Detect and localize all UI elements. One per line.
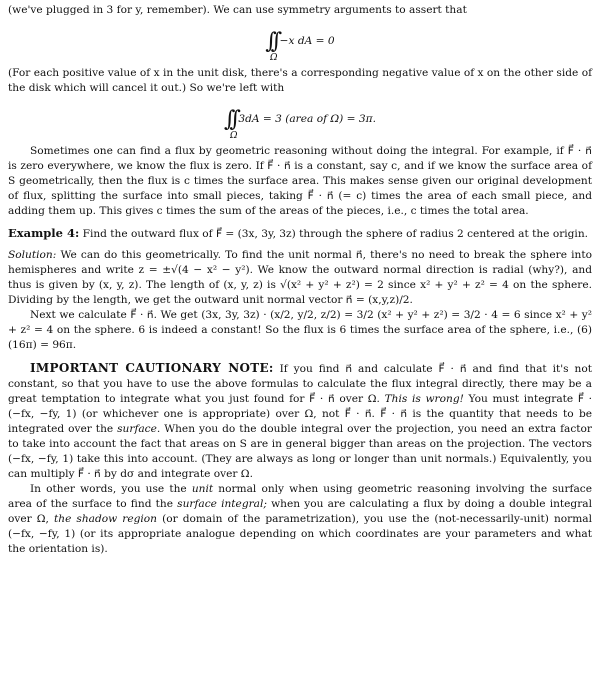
summary-text-a: In other words, you use the [30,482,187,495]
caution-wrong: This is wrong! [384,392,464,405]
document-page [8,0,592,557]
summary-shadow-region: the shadow region [54,512,157,525]
cautionary-note [8,360,592,482]
summary-text-d: (or domain of the parametrization), you use the (not-necessarily-unit) normal (−fx, −fy, 1) (or its appropriate analogue depending on which coordinates are your parameters and what the orientation is). [8,512,592,555]
intro-line: (we've plugged in 3 for y, remember). We can use symmetry arguments to assert that [8,4,467,16]
integral-region: Ω [270,53,278,64]
solution-text: We can do this geometrically. To find the unit normal n⃗, there's no need to break the sphere into hemispheres and write z = ±√(4 − x² − y²). We know the outward normal direction is radial (why?), and thus is given by (x, y, z). The length of (x, y, z) is √(x² + y² + z²) = 2 since x² + y² + z² = 4 on the sphere. Dividing by the length, we get the outward unit normal vector n⃗ = (x,y,z)/2. [8,249,592,307]
caution-label: IMPORTANT CAUTIONARY NOTE: [30,360,274,375]
paragraph-calculation: Next we calculate F⃗ · n⃗. We get (3x, 3y, 3z) · (x/2, y/2, z/2) = 3/2 (x² + y² + z²) = 3/2 · 4 = 6 since x² + y² + z² = 4 on the sphere. 6 is indeed a constant! So the flux is 6 times the surface area of the sphere, i.e., (6)(16π) = 96π. [8,309,592,352]
summary-text-b: normal only when using geometric reasoning involving the surface area of the surface to find the [8,482,593,510]
paragraph-symmetry-explanation: (For each positive value of x in the unit disk, there's a corresponding negative value of x on the other side of the disk which will cancel it out.) So we're left with [8,67,592,95]
integral-region: Ω [230,131,238,142]
equation-symmetry [8,26,592,64]
caution-text-3: When you do the double integral over the projection, you need an extra factor to take into account the fact that areas on S are in general bigger than areas on the projection. The vectors (−fx, −fy, 1) take this into account. (They are always as long or longer than unit normals.) Equivalently, you can multiply F⃗ · n⃗ by dσ and integrate over Ω. [8,422,592,480]
equation-body: −x dA = 0 [279,35,335,48]
paragraph-geometric-reasoning: Sometimes one can find a flux by geometric reasoning without doing the integral. For example, if F⃗ · n⃗ is zero everywhere, we know the flux is zero. If F⃗ · n⃗ is a constant, say c, and if we know the surface area of S geometrically, then the flux is c times the surface area. This makes sense given our original development of flux, splitting the surface into small pieces, taking F⃗ · n⃗ (= c) times the area of each small piece, and adding them up. This gives c times the sum of the areas of the pieces, i.e., c times the total area. [8,145,592,218]
equation-body: 3dA = 3 (area of Ω) = 3π. [238,113,376,126]
double-integral-sign: ∫∫ [265,29,277,55]
caution-surface: surface. [117,422,161,435]
solution-paragraph [8,248,592,308]
summary-surface-integral: surface integral; [177,497,267,510]
summary-text-c: when you are calculating a flux by doing a double integral over Ω, [8,497,592,525]
caution-text-1: If you find n⃗ and calculate F⃗ · n⃗ and find that it's not constant, so that you have to use the above formulas to calculate the flux integral directly, there may be a great temptation to integrate what you just found for F⃗ · n⃗ over Ω. [8,362,592,405]
paragraph-summary [8,482,592,557]
double-integral-sign: ∫∫ [224,107,235,133]
summary-unit: unit [191,482,214,495]
solution-label: Solution: [8,249,57,262]
example-4 [8,225,592,242]
equation-area [8,104,592,142]
caution-text-2: You must integrate F⃗ · (−fx, −fy, 1) (or whichever one is appropriate) over Ω, not F⃗ · n⃗. F⃗ · n⃗ is the quantity that needs to be integrated over the [8,392,592,435]
example-label: Example 4: [8,226,80,241]
example-text: Find the outward flux of F⃗ = (3x, 3y, 3z) through the sphere of radius 2 centered at the origin. [82,228,589,241]
